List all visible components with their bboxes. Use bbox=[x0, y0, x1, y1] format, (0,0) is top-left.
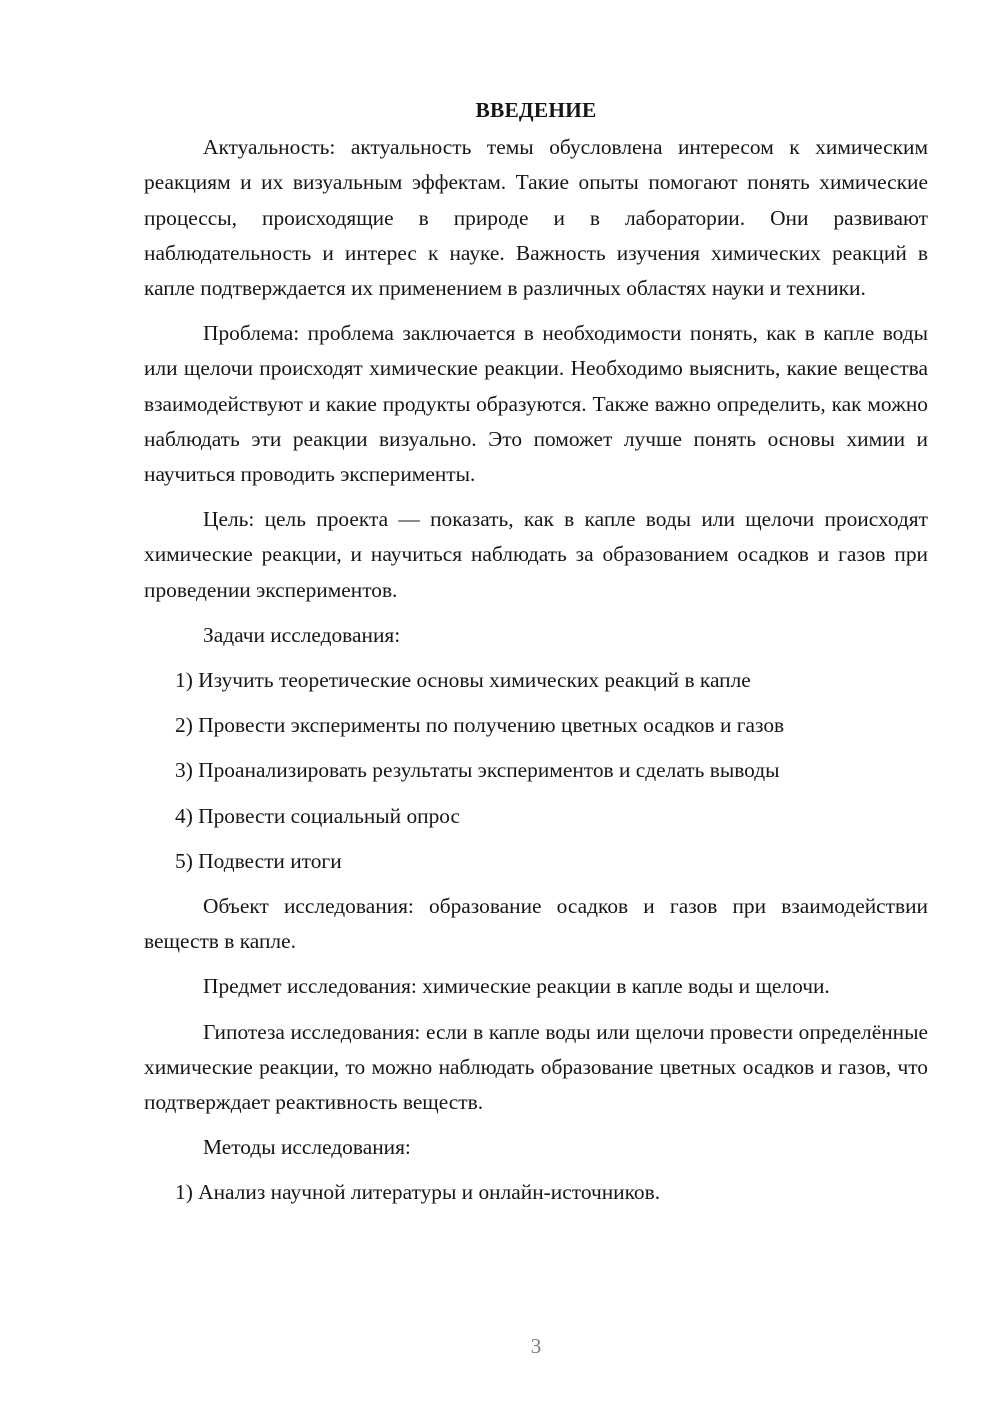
hypothesis-paragraph: Гипотеза исследования: если в капле воды или щелочи провести определённые химические реакции, то можно наблюдать образование цветных осадков и газов, что подтверждает реактивность веществ. bbox=[144, 1019, 928, 1115]
page-title: ВВЕДЕНИЕ bbox=[475, 98, 597, 122]
page-content bbox=[144, 93, 928, 1221]
methods-list bbox=[144, 1175, 928, 1210]
relevance-paragraph: Актуальность: актуальность темы обусловлена интересом к химическим реакциям и их визуальным эффектам. Такие опыты помогают понять химические процессы, происходящие в природе и в лаборатории. Они развивают наблюдательность и интерес к науке. Важность изучения химических реакций в капле подтверждается их применением в различных областях науки и техники. bbox=[144, 135, 928, 301]
tasks-list bbox=[144, 663, 928, 879]
object-paragraph: Объект исследования: образование осадков и газов при взаимодействии веществ в капле. bbox=[144, 894, 928, 954]
list-item: 4) Провести социальный опрос bbox=[175, 803, 461, 828]
subject-paragraph: Предмет исследования: химические реакции в капле воды и щелочи. bbox=[203, 974, 830, 999]
problem-paragraph: Проблема: проблема заключается в необходимости понять, как в капле воды или щелочи происходят химические реакции. Необходимо выяснить, какие вещества взаимодействуют и какие продукты образуются. Также важно определить, как можно наблюдать эти реакции визуально. Это поможет лучше понять основы химии и научиться проводить эксперименты. bbox=[144, 321, 928, 487]
tasks-heading: Задачи исследования: bbox=[203, 622, 401, 647]
list-item: 2) Провести эксперименты по получению цветных осадков и газов bbox=[175, 713, 785, 738]
goal-paragraph: Цель: цель проекта — показать, как в капле воды или щелочи происходят химические реакции, и научиться наблюдать за образованием осадков и газов при проведении экспериментов. bbox=[144, 507, 928, 602]
methods-heading: Методы исследования: bbox=[203, 1135, 411, 1160]
page-number: 3 bbox=[530, 1334, 542, 1358]
list-item: 1) Анализ научной литературы и онлайн-источников. bbox=[175, 1180, 661, 1205]
list-item: 3) Проанализировать результаты экспериментов и сделать выводы bbox=[175, 758, 780, 783]
list-item: 5) Подвести итоги bbox=[175, 848, 342, 873]
list-item: 1) Изучить теоретические основы химических реакций в капле bbox=[175, 668, 751, 693]
